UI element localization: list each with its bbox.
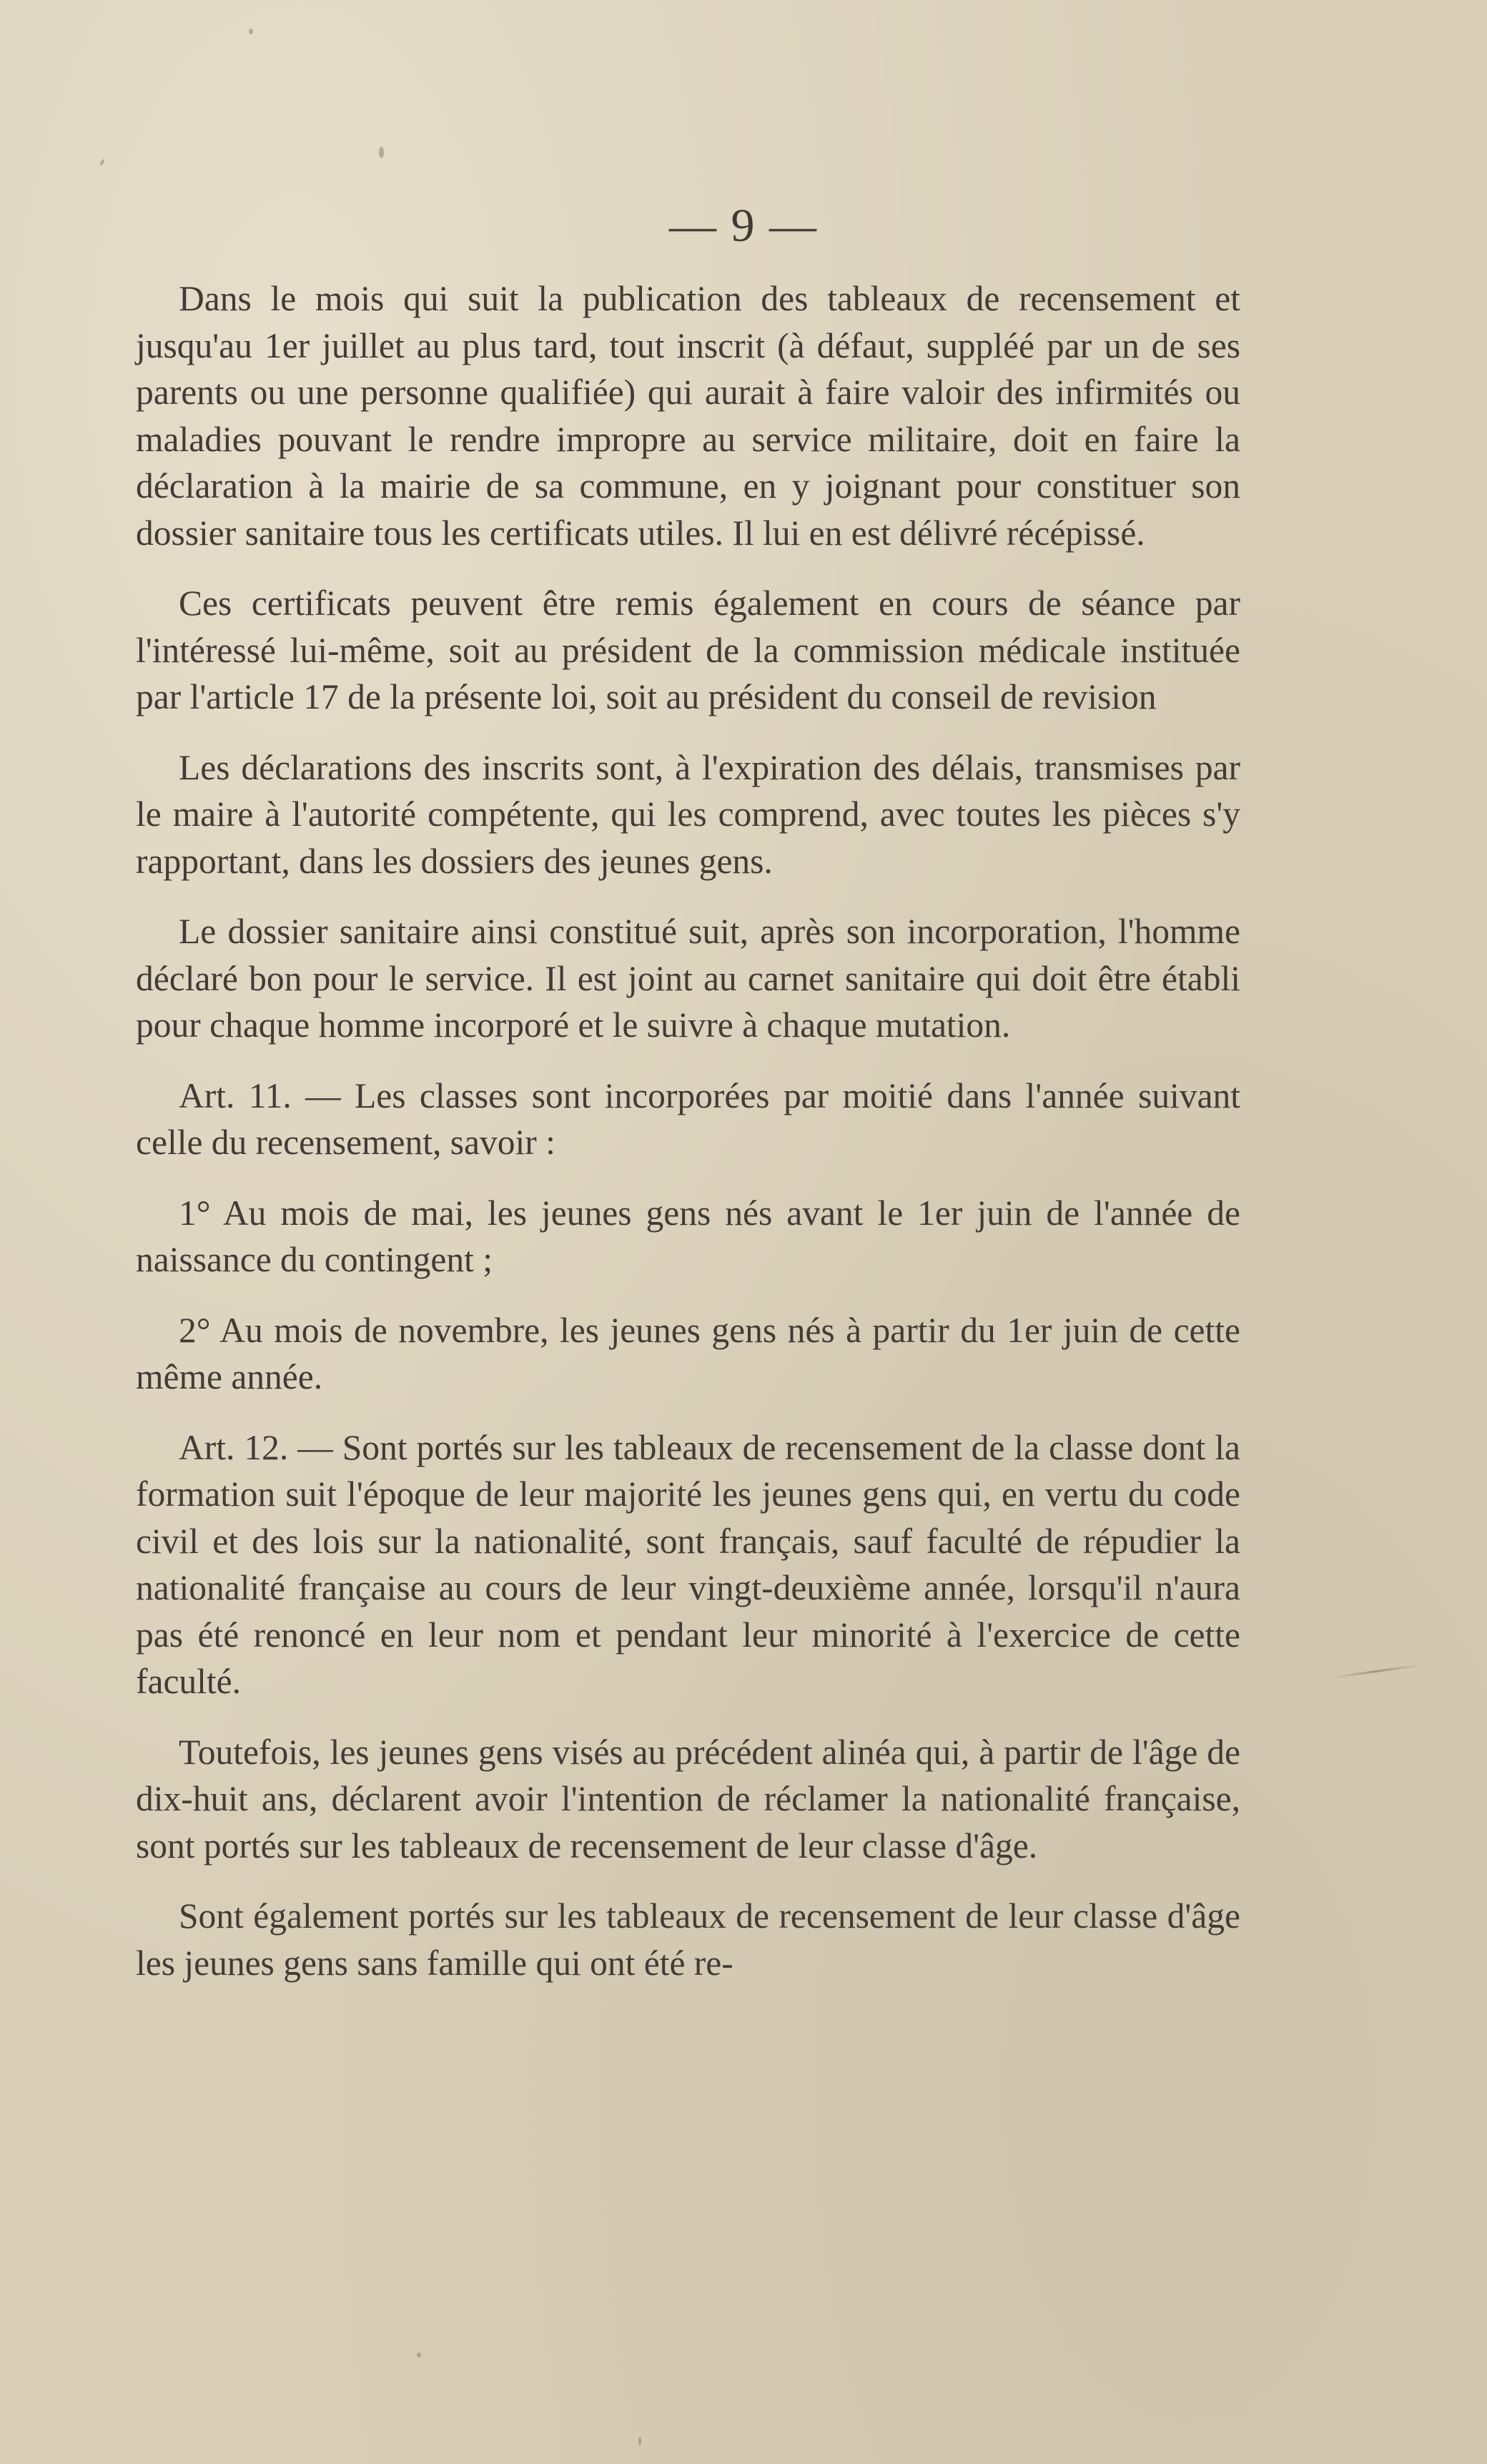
paper-streak	[1330, 1664, 1422, 1679]
paper-speck	[379, 147, 384, 158]
paragraph-dossier-sanitaire: Le dossier sanitaire ainsi constitué suit, après son incorporation, l'homme déclaré bon pour le service. Il est joint au carnet sanitaire qui doit être établi pour chaque homme incorporé et le suivre à chaque mutation.	[136, 912, 1240, 1045]
paragraph-novembre: 2° Au mois de novembre, les jeunes gens nés à partir du 1er juin de cette même année.	[136, 1310, 1240, 1396]
paragraph-mai: 1° Au mois de mai, les jeunes gens nés avant le 1er juin de l'année de naissance du contingent ;	[136, 1193, 1240, 1279]
paper-speck	[417, 2352, 421, 2357]
paragraph-sans-famille: Sont également portés sur les tableaux de recensement de leur classe d'âge les jeunes gens sans famille qui ont été re-	[136, 1896, 1240, 1983]
paper-speck	[249, 29, 253, 34]
paper-speck	[638, 2437, 641, 2445]
body-text	[136, 275, 1240, 1986]
paper-speck	[99, 159, 105, 167]
paragraph-transmission: Les déclarations des inscrits sont, à l'expiration des délais, transmises par le maire à l'autorité compétente, qui les comprend, avec toutes les pièces s'y rapportant, dans les dossiers des jeunes gens.	[136, 747, 1240, 881]
paragraph-declaration: Dans le mois qui suit la publication des tableaux de recensement et jusqu'au 1er juillet au plus tard, tout inscrit (à défaut, suppléé par un de ses parents ou une personne qualifiée) qui aurait à faire valoir des infirmités ou maladies pouvant le rendre impropre au service militaire, doit en faire la déclaration à la mairie de sa commune, en y joignant pour constituer son dossier sanitaire tous les certificats utiles. Il lui en est délivré récépissé.	[136, 279, 1240, 553]
paragraph-certificats: Ces certificats peuvent être remis également en cours de séance par l'intéressé lui-même, soit au président de la commission médicale instituée par l'article 17 de la présente loi, soit au président du conseil de revision	[136, 583, 1240, 716]
paragraph-article-12: Art. 12. — Sont portés sur les tableaux de recensement de la classe dont la formation suit l'époque de leur majorité les jeunes gens qui, en vertu du code civil et des lois sur la nationalité, sont français, sauf faculté de répudier la nationalité française au cours de leur vingt-deuxième année, lorsqu'il n'aura pas été renoncé en leur nom et pendant leur minorité à l'exercice de cette faculté.	[136, 1427, 1240, 1701]
paragraph-article-11: Art. 11. — Les classes sont incorporées par moitié dans l'année suivant celle du recensement, savoir :	[136, 1075, 1240, 1162]
page-number: — 9 —	[669, 199, 818, 252]
paragraph-toutefois: Toutefois, les jeunes gens visés au précédent alinéa qui, à partir de l'âge de dix-huit ans, déclarent avoir l'intention de réclamer la nationalité française, sont portés sur les tableaux de recensement de leur classe d'âge.	[136, 1732, 1240, 1866]
